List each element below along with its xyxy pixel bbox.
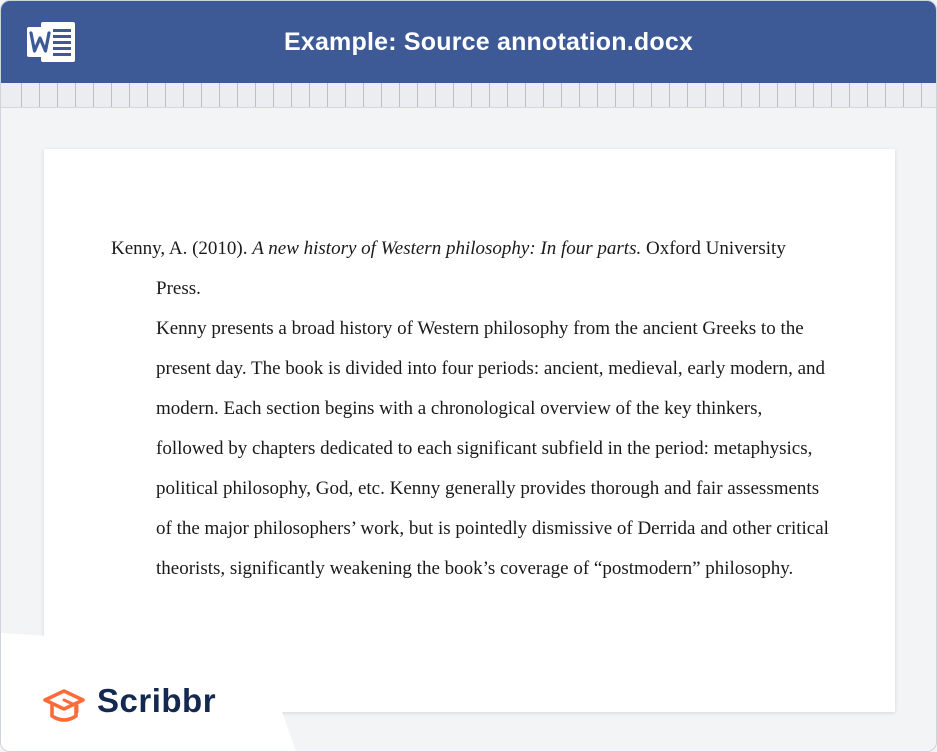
citation-entry: [111, 229, 831, 309]
document-title: Example: Source annotation.docx: [283, 28, 694, 56]
citation-book-title: A new history of Western philosophy: In four parts.: [252, 238, 642, 259]
title-bar: [1, 1, 936, 83]
ruler: [1, 83, 936, 108]
citation-publisher: Oxford University Press.: [156, 238, 786, 299]
document-page: [44, 149, 895, 712]
citation-authors-year: Kenny, A. (2010).: [111, 238, 253, 259]
annotation-paragraph: Kenny presents a broad history of Western philosophy from the ancient Greeks to the present day. The book is divided into four periods: ancient, medieval, early modern, and modern. Each section begins with a chronological overview of the key thinkers, followed by chapters dedicated to each significant subfield in the period: metaphysics, political philosophy, God, etc. Kenny generally provides thorough and fair assessments of the major philosophers’ work, but is pointedly dismissive of Derrida and other critical theorists, significantly weakening the book’s coverage of “postmodern” philosophy.: [156, 318, 829, 579]
graduation-cap-icon: [41, 686, 87, 726]
reference-block: [111, 229, 831, 589]
brand-logo-text: Scribbr: [97, 682, 217, 719]
